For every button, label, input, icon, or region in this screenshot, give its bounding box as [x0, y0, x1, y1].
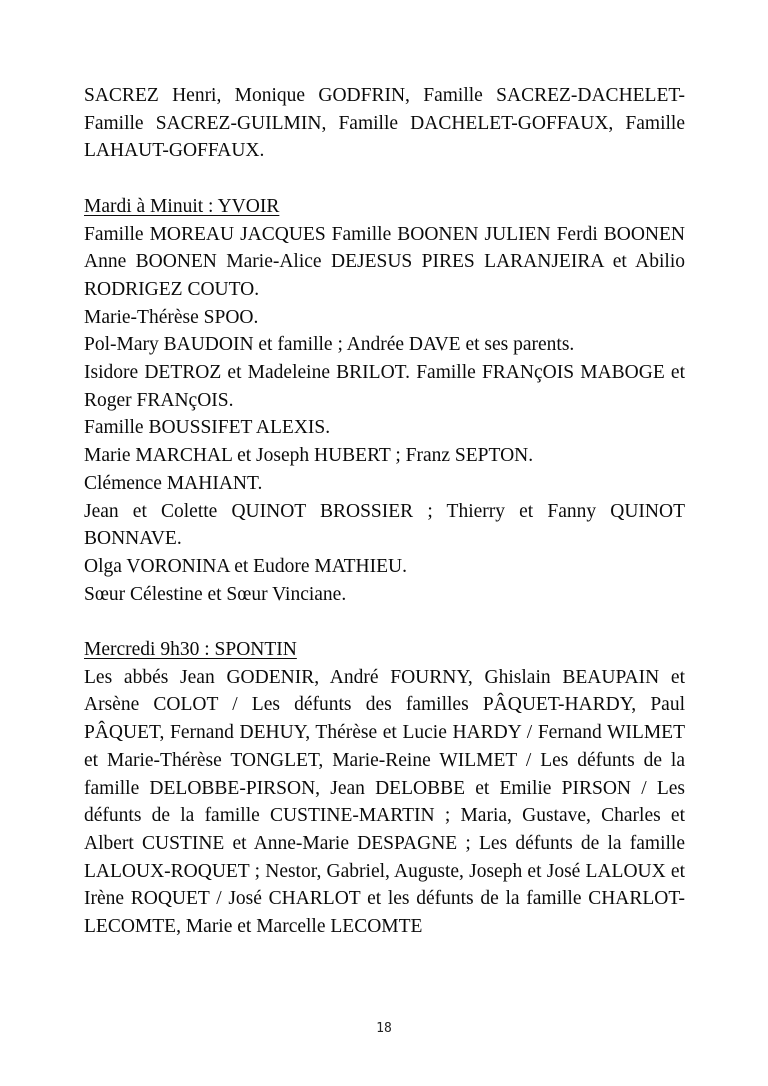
- section-mardi-yvoir: [84, 193, 685, 609]
- paragraph-moreau-boonen: Famille MOREAU JACQUES Famille BOONEN JULIEN Ferdi BOONEN Anne BOONEN Marie-Alice DEJESUS PIRES LARANJEIRA et Abilio RODRIGEZ COUTO.: [84, 223, 685, 300]
- paragraph-spoo: Marie-Thérèse SPOO.: [84, 306, 259, 328]
- paragraph-voronina-mathieu: Olga VORONINA et Eudore MATHIEU.: [84, 555, 407, 577]
- paragraph-spontin-defunts: Les abbés Jean GODENIR, André FOURNY, Ghislain BEAUPAIN et Arsène COLOT / Les défunts des familles PÂQUET-HARDY, Paul PÂQUET, Fernand DEHUY, Thérèse et Lucie HARDY / Fernand WILMET et Marie-Thérèse TONGLET, Marie-Reine WILMET / Les défunts de la famille DELOBBE-PIRSON, Jean DELOBBE et Emilie PIRSON / Les défunts de la famille CUSTINE-MARTIN ; Maria, Gustave, Charles et Albert CUSTINE et Anne-Marie DESPAGNE ; Les défunts de la famille LALOUX-ROQUET ; Nestor, Gabriel, Auguste, Joseph et José LALOUX et Irène ROQUET / José CHARLOT et les défunts de la famille CHARLOT-LECOMTE, Marie et Marcelle LECOMTE: [84, 666, 685, 938]
- paragraph-boussifet-alexis: Famille BOUSSIFET ALEXIS.: [84, 417, 331, 439]
- paragraph-baudoin-dave: Pol-Mary BAUDOIN et famille ; Andrée DAVE et ses parents.: [84, 334, 575, 356]
- section-heading-mercredi-spontin: Mercredi 9h30 : SPONTIN: [84, 639, 297, 661]
- paragraph-detroz-brilot-francois: Isidore DETROZ et Madeleine BRILOT. Famille FRANçOIS MABOGE et Roger FRANçOIS.: [84, 362, 685, 411]
- section-mercredi-spontin: [84, 636, 685, 941]
- document-page: [84, 82, 685, 941]
- paragraph-soeurs: Sœur Célestine et Sœur Vinciane.: [84, 583, 347, 605]
- paragraph-mahiant: Clémence MAHIANT.: [84, 472, 263, 494]
- page-number: 18: [376, 1021, 392, 1036]
- page-footer: [0, 1019, 768, 1037]
- section-heading-mardi-yvoir: Mardi à Minuit : YVOIR: [84, 195, 280, 217]
- paragraph-marchal-hubert-septon: Marie MARCHAL et Joseph HUBERT ; Franz SEPTON.: [84, 445, 534, 467]
- paragraph-quinot-brossier-bonnave: Jean et Colette QUINOT BROSSIER ; Thierry et Fanny QUINOT BONNAVE.: [84, 500, 685, 550]
- section-intro: [84, 82, 685, 165]
- paragraph-sacrez-families: SACREZ Henri, Monique GODFRIN, Famille SACREZ-DACHELET- Famille SACREZ-GUILMIN, Famille DACHELET-GOFFAUX, Famille LAHAUT-GOFFAUX.: [84, 85, 685, 162]
